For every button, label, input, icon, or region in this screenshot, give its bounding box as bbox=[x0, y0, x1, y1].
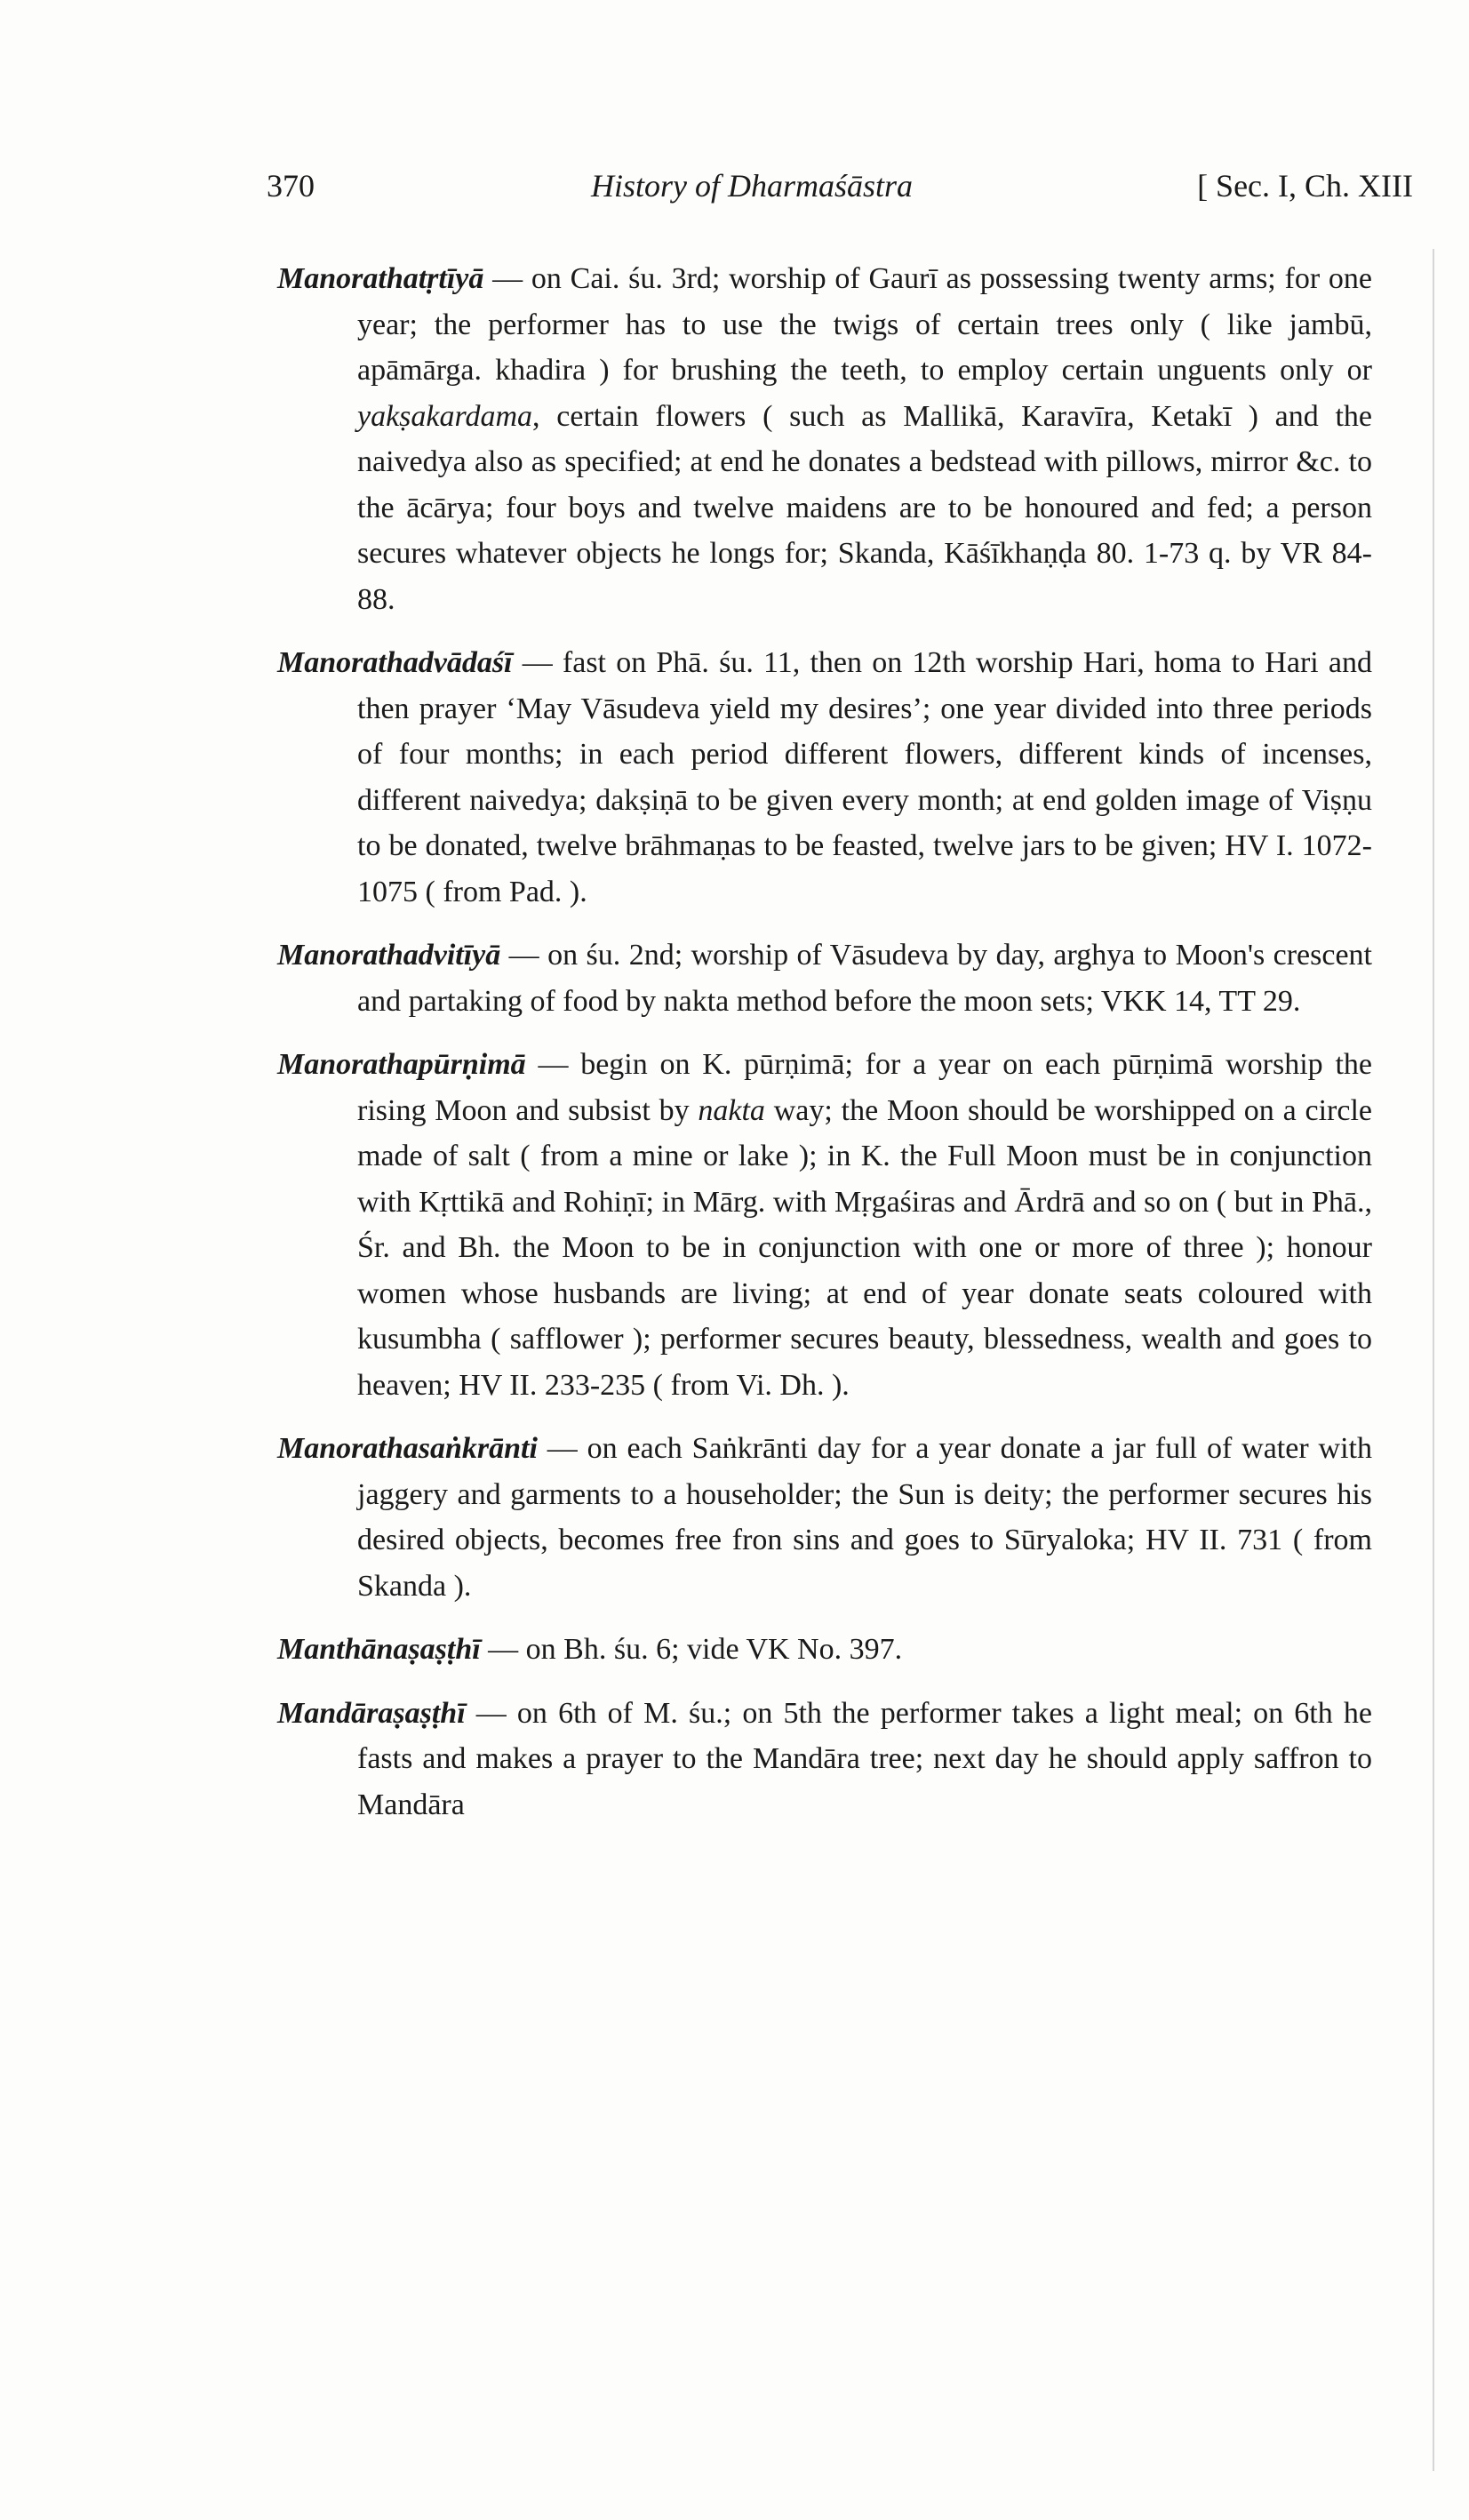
entry-manorathadvitiya bbox=[277, 932, 1372, 1024]
entry-text: way; the Moon should be worshipped on a circle made of salt ( from a mine or lake ); in K. the Full Moon must be in conjunction with Kṛttikā and Rohiṇī; in Mārg. with Mṛgaśiras and Ārdrā and so on ( but in Phā., Śr. and Bh. the Moon to be in conjunction with one or more of three ); honour women whose husbands are living; at end of year donate seats coloured with kusumbha ( safflower ); performer secures beauty, blessedness, wealth and goes to heaven; HV II. 233-235 ( from Vi. Dh. ). bbox=[357, 1093, 1372, 1402]
entry-manorathatrtiya bbox=[277, 256, 1372, 622]
entry-text: , certain flowers ( such as Mallikā, Karavīra, Ketakī ) and the naivedya also as specified; at end he donates a bedstead with pillows, mirror &c. to the ācārya; four boys and twelve maidens are to be honoured and fed; a person secures whatever objects he longs for; Skanda, Kāśīkhaṇḍa 80. 1-73 q. by VR 84-88. bbox=[357, 399, 1372, 616]
page-header bbox=[267, 167, 1413, 213]
entry-text: — fast on Phā. śu. 11, then on 12th worship Hari, homa to Hari and then prayer ‘May Vāsudeva yield my desires’; one year divided into three periods of four months; in each period different flowers, different kinds of incenses, different naivedya; dakṣiṇā to be given every month; at end golden image of Viṣṇu to be donated, twelve brāhmaṇas to be feasted, twelve jars to be given; HV I. 1072-1075 ( from Pad. ). bbox=[357, 646, 1372, 908]
entry-headword: Manorathadvitīyā bbox=[277, 939, 501, 972]
entry-text: — on each Saṅkrānti day for a year donate a jar full of water with jaggery and garments to a householder; the Sun is deity; the performer secures his desired objects, becomes free fron sins and goes to Sūryaloka; HV II. 731 ( from Skanda ). bbox=[357, 1432, 1372, 1603]
entry-italic-term: yakṣakardama bbox=[357, 399, 533, 433]
entry-list bbox=[277, 256, 1372, 1845]
entry-text: — on Cai. śu. 3rd; worship of Gaurī as possessing twenty arms; for one year; the performer has to use the twigs of certain trees only ( like jambū, apāmārga. khadira ) for brushing the teeth, to employ certain unguents only or bbox=[357, 262, 1372, 387]
entry-headword: Manorathapūrṇimā bbox=[277, 1048, 526, 1081]
entry-text: — on śu. 2nd; worship of Vāsudeva by day, arghya to Moon's crescent and partaking of food by nakta method before the moon sets; VKK 14, TT 29. bbox=[357, 939, 1372, 1018]
entry-text: — on 6th of M. śu.; on 5th the performer takes a light meal; on 6th he fasts and makes a prayer to the Mandāra tree; next day he should apply saffron to Mandāra bbox=[357, 1696, 1372, 1821]
scan-margin-line bbox=[1433, 249, 1434, 2471]
entry-manorathadvadasi bbox=[277, 640, 1372, 915]
entry-headword: Manthānaṣaṣṭhī bbox=[277, 1633, 481, 1666]
entry-text: — begin on K. pūrṇimā; for a year on each pūrṇimā worship the rising Moon and subsist by bbox=[357, 1048, 1372, 1127]
entry-manorathasankranti bbox=[277, 1426, 1372, 1609]
entry-text: — on Bh. śu. 6; vide VK No. 397. bbox=[480, 1633, 903, 1666]
running-title: History of Dharmaśāstra bbox=[591, 168, 914, 204]
section-reference: [ Sec. I, Ch. XIII bbox=[1197, 168, 1413, 204]
entry-headword: Manorathasaṅkrānti bbox=[277, 1432, 538, 1465]
entry-italic-term: nakta bbox=[698, 1093, 765, 1127]
entry-headword: Manorathatṛtīyā bbox=[277, 262, 484, 295]
entry-manorathapurnima bbox=[277, 1042, 1372, 1408]
entry-mandarasasthi bbox=[277, 1691, 1372, 1828]
entry-headword: Mandāraṣaṣṭhī bbox=[277, 1696, 466, 1730]
entry-headword: Manorathadvādaśī bbox=[277, 646, 513, 679]
entry-manthanasasthi bbox=[277, 1627, 1372, 1673]
page-number: 370 bbox=[267, 168, 315, 204]
